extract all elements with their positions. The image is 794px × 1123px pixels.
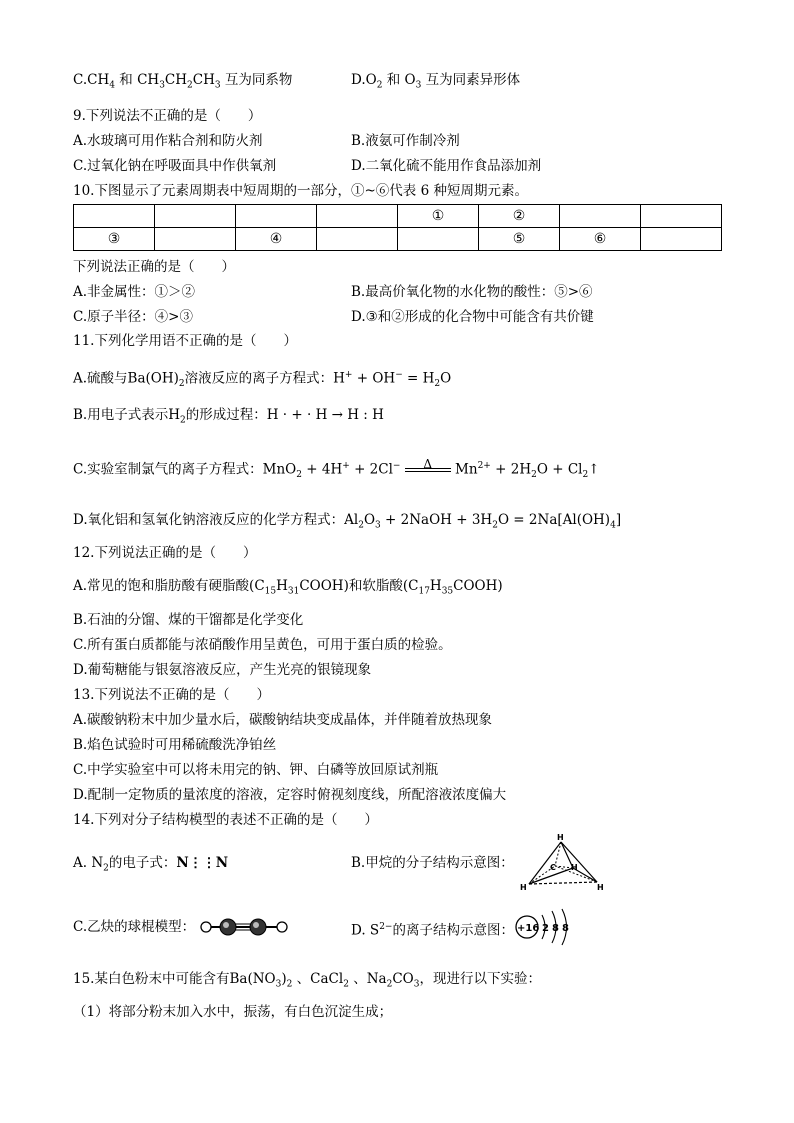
q13-stem: 13.下列说法不正确的是（ ） [73, 687, 270, 703]
q12-option-c: C.所有蛋白质都能与浓硝酸作用呈黄色，可用于蛋白质的检验。 [73, 637, 452, 653]
table-cell: ④ [236, 228, 317, 251]
q15-stem: 15.某白色粉末中可能含有$Ba(NO_3)_2$ 、CaCl$_2$ 、$Na_2CO_3$，现进行以下实验： [73, 971, 541, 990]
sulfide-ion-structure-diagram [514, 907, 574, 947]
table-cell [641, 205, 722, 228]
q11-stem: 11.下列化学用语不正确的是（ ） [73, 333, 297, 349]
table-cell: ② [479, 205, 560, 228]
q11-option-c: C.实验室制氯气的离子方程式：MnO$_2$ + 4H+ + 2Cl− Δ $Mn^{2+} + 2H_2O$ + $Cl_2↑$ [73, 456, 600, 485]
nucleus-charge: +16 [517, 923, 540, 934]
shell-electrons: 8 [562, 923, 569, 934]
q11-option-a: A.硫酸与$Ba(OH)_2$溶液反应的离子方程式：$H^+ + OH^- = H_2O$ [73, 370, 452, 390]
atom-label: H [557, 833, 564, 842]
periodic-table-fragment [73, 204, 722, 251]
table-cell [155, 205, 236, 228]
q10-option-d: D.③和②形成的化合物中可能含有共价键 [351, 309, 594, 325]
q13-option-b: B.焰色试验时可用稀硫酸洗净铂丝 [73, 737, 277, 753]
table-cell [236, 205, 317, 228]
q12-option-a: A.常见的饱和脂肪酸有硬脂酸$(C_{15}H_{31}COOH)$和软脂酸$(C_{17}H_{35}COOH)$ [73, 578, 503, 597]
table-cell [155, 228, 236, 251]
table-cell: ① [398, 205, 479, 228]
q11-option-d: D.氧化铝和氢氧化钠溶液反应的化学方程式：$Al_2O_3$ + 2NaOH + $3H_2O = 2Na[Al(OH)_4]$ [73, 512, 622, 531]
table-cell [317, 205, 398, 228]
q8-option-c: $C.CH_4$ 和 $CH_3CH_2CH_3$ 互为同系物 [73, 72, 293, 91]
q13-option-a: A.碳酸钠粉末中加少量水后，碳酸钠结块变成晶体，并伴随着放热现象 [73, 712, 493, 728]
table-cell [398, 228, 479, 251]
table-cell: ⑤ [479, 228, 560, 251]
atom-label: H [597, 883, 604, 892]
q14-option-a: A. $N_2$的电子式：N⋮⋮N [73, 855, 229, 874]
q9-option-d: D.二氧化硫不能用作食品添加剂 [351, 158, 542, 174]
table-cell [641, 228, 722, 251]
q10-option-a: A.非金属性：①＞② [73, 284, 196, 300]
table-cell: ③ [74, 228, 155, 251]
q14-option-c: C.乙炔的球棍模型： [73, 919, 196, 935]
table-cell [74, 205, 155, 228]
q11-option-b: B.用电子式表示$H_2$的形成过程：H · + · H → H : H [73, 407, 384, 426]
n2-electron-formula: N⋮⋮N [176, 855, 229, 871]
q9-option-b: B.液氨可作制冷剂 [351, 133, 460, 149]
q15-step-1: （1）将部分粉末加入水中，振荡，有白色沉淀生成； [73, 1004, 393, 1020]
q9-option-a: A.水玻璃可用作粘合剂和防火剂 [73, 133, 263, 149]
q14-option-d: D. $S^{2-}$的离子结构示意图： [351, 922, 514, 939]
q9-option-c: C.过氧化钠在呼吸面具中作供氧剂 [73, 158, 277, 174]
q13-option-c: C.中学实验室中可以将未用完的钠、钾、白磷等放回原试剂瓶 [73, 762, 439, 778]
q14-option-b: B.甲烷的分子结构示意图： [351, 855, 514, 871]
q14-stem: 14.下列对分子结构模型的表述不正确的是（ ） [73, 812, 378, 828]
q12-option-d: D.葡萄糖能与银氨溶液反应，产生光亮的银镜现象 [73, 662, 372, 678]
table-cell [317, 228, 398, 251]
q10-ask: 下列说法正确的是（ ） [73, 259, 235, 275]
table-cell: ⑥ [560, 228, 641, 251]
heat-symbol: Δ [423, 457, 433, 471]
q10-option-b: B.最高价氧化物的水化物的酸性：⑤>⑥ [351, 284, 593, 300]
methane-structure-diagram [515, 832, 607, 894]
table-row [74, 205, 722, 228]
q10-option-c: C.原子半径：④>③ [73, 309, 193, 325]
acetylene-ball-stick-model [198, 915, 290, 939]
atom-label: C [550, 863, 556, 872]
atom-label: H [520, 883, 527, 892]
shell-electrons: 2 [542, 923, 549, 934]
shell-electrons: 8 [552, 923, 559, 934]
table-cell [560, 205, 641, 228]
q12-stem: 12.下列说法正确的是（ ） [73, 545, 257, 561]
q12-option-b: B.石油的分馏、煤的干馏都是化学变化 [73, 612, 304, 628]
table-row [74, 228, 722, 251]
q9-stem: 9.下列说法不正确的是（ ） [73, 108, 262, 124]
q8-option-d: $D.O_2$ 和 $O_3$ 互为同素异形体 [351, 72, 521, 91]
atom-label: H [571, 863, 578, 872]
q10-stem: 10.下图显示了元素周期表中短周期的一部分，①~⑥代表 6 种短周期元素。 [73, 183, 528, 199]
q13-option-d: D.配制一定物质的量浓度的溶液，定容时俯视刻度线，所配溶液浓度偏大 [73, 787, 507, 803]
